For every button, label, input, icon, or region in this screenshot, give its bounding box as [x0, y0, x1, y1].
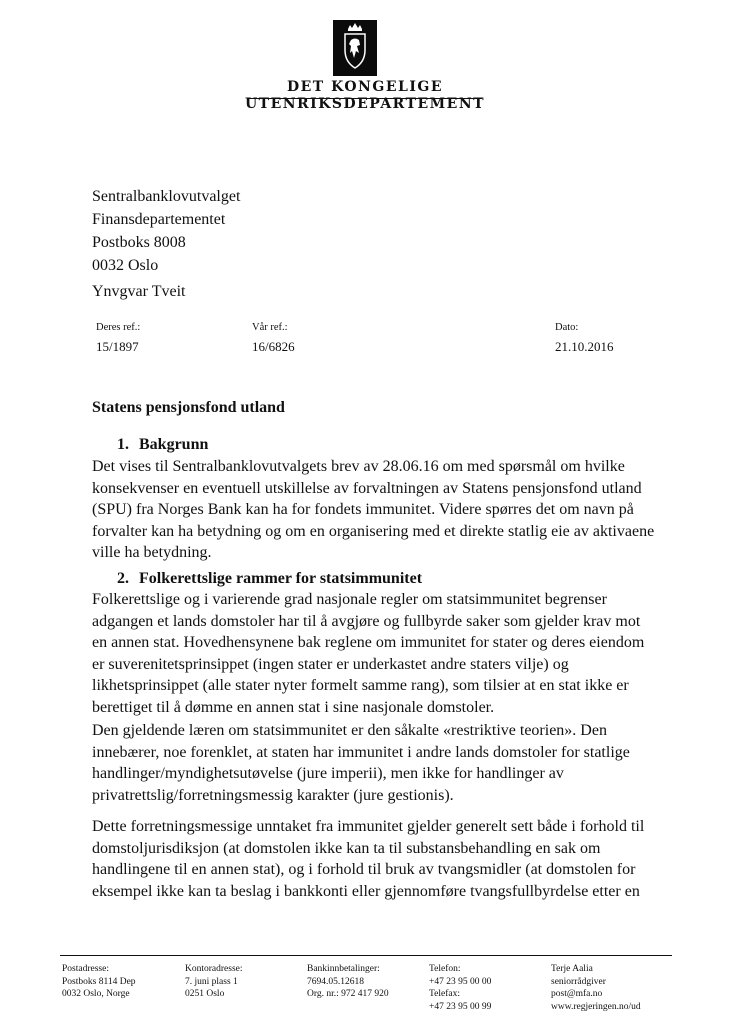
footer-contact-name: Terje Aalia — [551, 964, 593, 974]
footer-line: +47 23 95 00 00 — [429, 976, 492, 987]
footer-line: Postboks 8114 Dep — [62, 976, 136, 987]
footer-divider — [60, 955, 672, 956]
body-line: handlinger/myndighetsutøvelse (jure imperii), men ikke for handlinger av — [92, 765, 564, 782]
recipient-line: Postboks 8008 — [92, 234, 186, 251]
footer-line: 7694.05.12618 — [307, 976, 364, 987]
footer-line: +47 23 95 00 99 — [429, 1001, 492, 1012]
footer-line: 0032 Oslo, Norge — [62, 989, 130, 999]
coat-of-arms-icon — [333, 20, 377, 76]
body-line: forvalter kan ha betydning og om en organisering med et direkte statlig eie av aktivaene — [92, 522, 655, 540]
body-line: en annen stat. Hovedhensynene bak reglene om immunitet for stater og deres eiendom — [92, 634, 645, 651]
footer-website-link[interactable]: www.regjeringen.no/ud — [551, 1001, 641, 1012]
letter-subject: Statens pensjonsfond utland — [92, 399, 285, 416]
footer-email-link[interactable]: post@mfa.no — [551, 989, 603, 999]
body-line: innebærer, noe forenklet, at staten har immunitet i andre lands domstoler for statlige — [92, 743, 630, 761]
footer-line: Postadresse: — [62, 964, 109, 974]
body-line: ville ha betydning. — [92, 544, 212, 561]
body-line: Folkerettslige og i varierende grad nasjonale regler om statsimmunitet begrenser — [92, 591, 607, 608]
footer-contact-title: seniorrådgiver — [551, 976, 606, 987]
body-line: adgangen et lands domstoler har til å avgjøre og fullbyrde saker som gjelder krav mot — [92, 612, 641, 630]
footer-contact — [551, 963, 641, 1013]
body-line: Den gjeldende læren om statsimmunitet er den såkalte «restriktive teorien». Den — [92, 722, 607, 739]
recipient-line: Sentralbanklovutvalget — [92, 188, 241, 205]
recipient-line: 0032 Oslo — [92, 257, 159, 274]
coat-of-arms-logo — [333, 20, 377, 76]
body-line: Det vises til Sentralbanklovutvalgets brev av 28.06.16 om med spørsmål om hvilke — [92, 458, 625, 475]
section-2-title: Folkerettslige rammer for statsimmunitet — [139, 570, 423, 587]
body-line: konsekvenser en eventuell utskillelse av forvaltningen av Statens pensjonsfond utland — [92, 479, 642, 497]
attention-name: Ynvgvar Tveit — [92, 283, 186, 300]
body-line: likhetsprinsippet (alle stater nyter formelt samme rang), som tilsier at en stat ikke er — [92, 677, 629, 694]
body-line: handlingene til en annen stat), og i forhold til bruk av tvangsmidler (at domstolen for — [92, 861, 636, 878]
section-1-title: Bakgrunn — [139, 436, 209, 453]
body-line: eksempel ikke kan ta beslag i bankkonti eller gjennomføre tvangsfullbyrdelse etter en — [92, 882, 640, 900]
recipient-line: Finansdepartementet — [92, 211, 226, 228]
section-1-number: 1. — [117, 436, 129, 453]
footer-postadresse — [62, 963, 136, 1001]
body-line: domstoljurisdiksjon (at domstolen ikke kan ta til substansbehandling en sak om — [92, 839, 601, 857]
section-1-body — [92, 456, 655, 564]
footer-line: Kontoradresse: — [185, 964, 243, 974]
footer-line: Telefax: — [429, 989, 460, 999]
date-label: Dato: — [555, 322, 579, 333]
body-line: privatrettslig/forretningsmessig karakter (jure gestionis). — [92, 786, 454, 804]
footer-telefon — [429, 963, 491, 1013]
var-ref-label: Vår ref.: — [252, 322, 288, 333]
body-line: er suverenitetsprinsippet (ingen stater er underkastet andre staters vilje) og — [92, 655, 569, 673]
paragraph-commercial-exception — [92, 816, 652, 902]
deres-ref-label: Deres ref.: — [96, 322, 141, 333]
section-2-number: 2. — [117, 570, 129, 587]
section-2-body — [92, 589, 652, 718]
var-ref-value: 16/6826 — [252, 339, 295, 354]
footer-line: Bankinnbetalinger: — [307, 964, 380, 974]
deres-ref-value: 15/1897 — [96, 339, 139, 354]
body-line: (SPU) fra Norges Bank kan ha for fondets immunitet. Videre spørres det om navn på — [92, 501, 634, 518]
footer-line: Telefon: — [429, 964, 461, 974]
paragraph-restrictive-theory — [92, 720, 652, 806]
body-line: berettiget til å dømme en annen stat i sine nasjonale domstoler. — [92, 698, 495, 716]
body-line: Dette forretningsmessige unntaket fra immunitet gjelder generelt sett både i forhold til — [92, 818, 645, 835]
footer-line: 7. juni plass 1 — [185, 976, 238, 987]
footer-line: Org. nr.: 972 417 920 — [307, 989, 389, 999]
date-value: 21.10.2016 — [555, 339, 614, 354]
recipient-address — [92, 185, 240, 277]
footer-line: 0251 Oslo — [185, 989, 225, 999]
footer-bank — [307, 963, 389, 1001]
department-name-line2: UTENRIKSDEPARTEMENT — [244, 96, 486, 112]
department-name-line1: DET KONGELIGE — [286, 79, 444, 95]
footer-kontoradresse — [185, 963, 243, 1001]
